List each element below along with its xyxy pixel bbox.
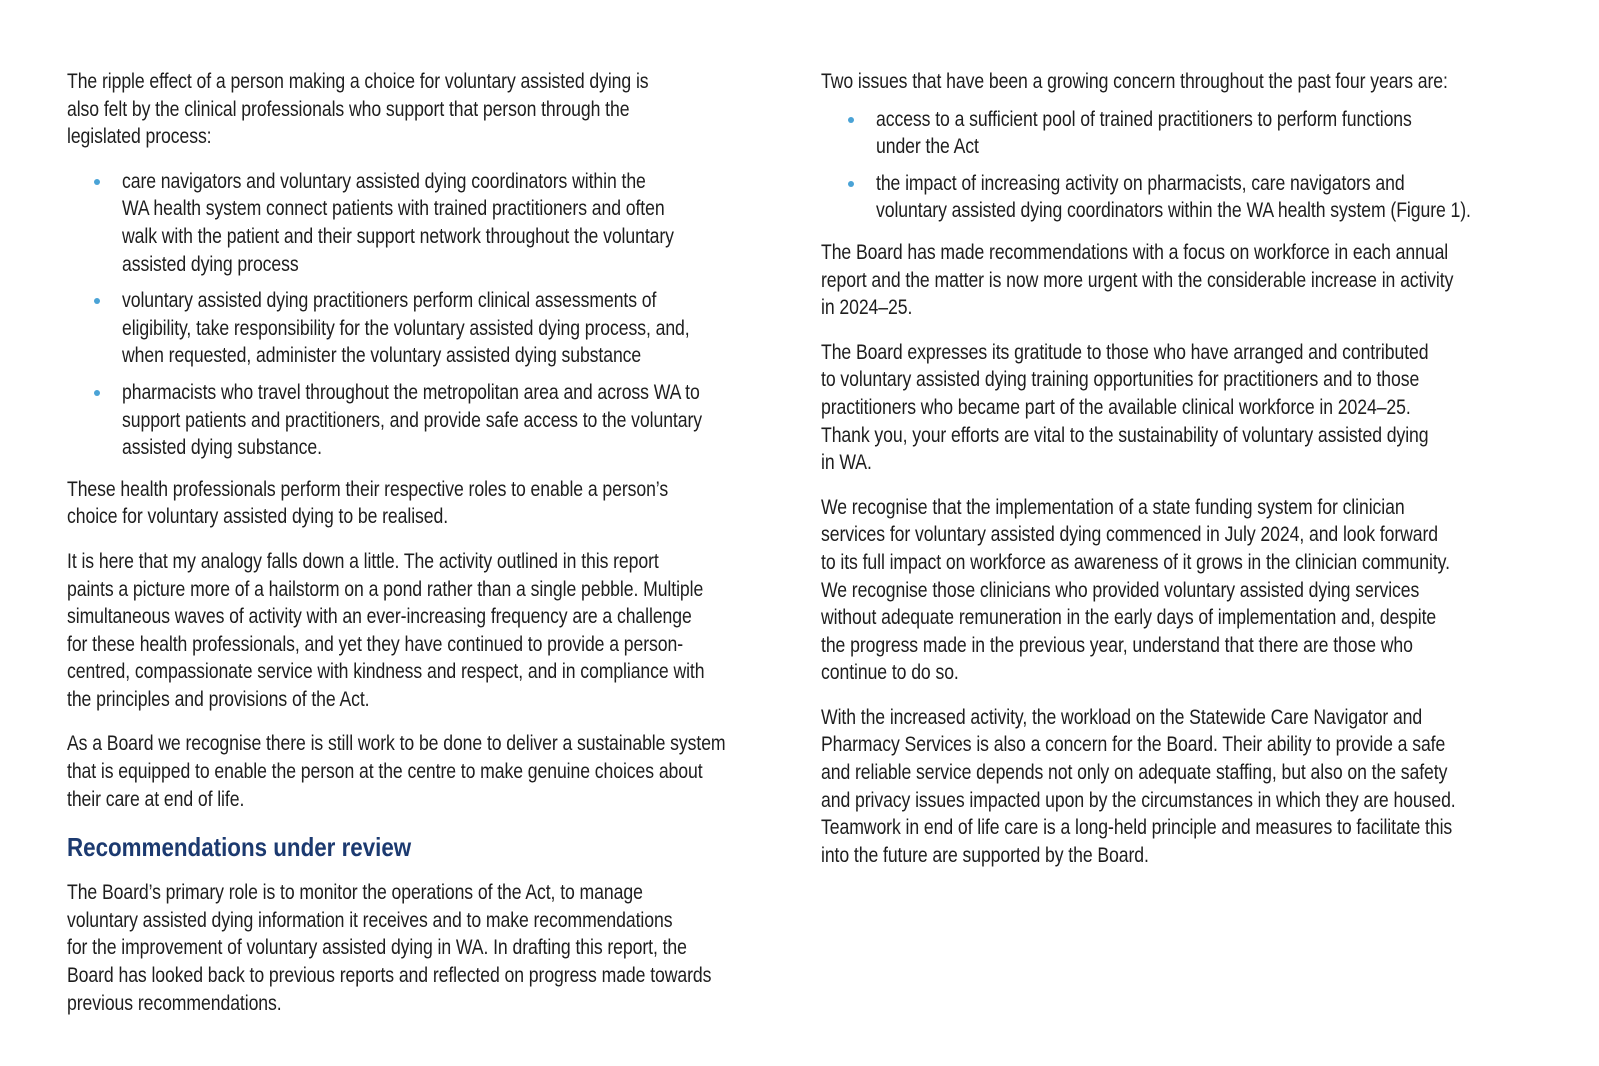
text-line: without adequate remuneration in the early days of implementation and, despite bbox=[821, 606, 1437, 630]
text-line: the progress made in the previous year, understand that there are those who bbox=[821, 633, 1413, 657]
board-recognition-paragraph bbox=[67, 730, 787, 813]
text-line: services for voluntary assisted dying commenced in July 2024, and look forward bbox=[821, 523, 1439, 547]
text-line: practitioners who became part of the available clinical workforce in 2024–25. bbox=[821, 395, 1411, 419]
analogy-paragraph bbox=[67, 548, 787, 714]
health-professionals-list bbox=[67, 168, 787, 462]
list-item bbox=[67, 168, 787, 278]
text-line: assisted dying substance. bbox=[122, 436, 322, 460]
list-item bbox=[821, 170, 1541, 225]
roles-paragraph bbox=[67, 476, 787, 531]
text-line: It is here that my analogy falls down a little. The activity outlined in this report bbox=[67, 549, 659, 573]
text-line: These health professionals perform their respective roles to enable a person’s bbox=[67, 477, 669, 501]
text-line: legislated process: bbox=[67, 125, 212, 149]
text-line: and privacy issues impacted upon by the circumstances in which they are housed. bbox=[821, 788, 1456, 812]
funding-paragraph bbox=[821, 494, 1541, 687]
text-line: simultaneous waves of activity with an ever-increasing frequency are a challenge bbox=[67, 605, 692, 629]
text-line: choice for voluntary assisted dying to be realised. bbox=[67, 505, 449, 529]
text-line: previous recommendations. bbox=[67, 991, 282, 1015]
list-item bbox=[821, 106, 1541, 161]
text-line: paints a picture more of a hailstorm on a pond rather than a single pebble. Multiple bbox=[67, 577, 704, 601]
text-line: As a Board we recognise there is still work to be done to deliver a sustainable system bbox=[67, 732, 726, 756]
text-line: The ripple effect of a person making a choice for voluntary assisted dying is bbox=[67, 70, 649, 93]
text-line: assisted dying process bbox=[122, 252, 299, 276]
workforce-paragraph bbox=[821, 239, 1541, 322]
text-line: eligibility, take responsibility for the voluntary assisted dying process, and, bbox=[122, 316, 690, 340]
text-line: and reliable service depends not only on adequate staffing, but also on the safety bbox=[821, 761, 1448, 785]
text-line: access to a sufficient pool of trained practitioners to perform functions bbox=[876, 107, 1412, 131]
text-line: voluntary assisted dying practitioners perform clinical assessments of bbox=[122, 289, 657, 313]
bullet-icon bbox=[848, 181, 854, 187]
text-line: care navigators and voluntary assisted dying coordinators within the bbox=[122, 169, 646, 193]
text-line: the impact of increasing activity on pharmacists, care navigators and bbox=[876, 171, 1405, 195]
text-line: report and the matter is now more urgent with the considerable increase in activity bbox=[821, 268, 1454, 292]
text-line: that is equipped to enable the person at the centre to make genuine choices about bbox=[67, 760, 703, 784]
list-item bbox=[67, 379, 787, 462]
text-line: in 2024–25. bbox=[821, 296, 913, 320]
text-line: Two issues that have been a growing concern throughout the past four years are: bbox=[821, 70, 1448, 93]
bullet-icon bbox=[94, 390, 100, 396]
right-column bbox=[821, 68, 1541, 886]
text-line: also felt by the clinical professionals who support that person through the bbox=[67, 97, 630, 121]
board-role-paragraph bbox=[67, 879, 787, 1017]
text-line: The Board expresses its gratitude to those who have arranged and contributed bbox=[821, 340, 1429, 364]
text-line: in WA. bbox=[821, 451, 872, 475]
text-line: to voluntary assisted dying training opportunities for practitioners and to those bbox=[821, 368, 1420, 392]
text-line: for these health professionals, and yet they have continued to provide a person- bbox=[67, 632, 683, 656]
text-line: walk with the patient and their support network throughout the voluntary bbox=[122, 224, 674, 248]
workload-paragraph bbox=[821, 704, 1541, 870]
text-line: voluntary assisted dying information it receives and to make recommendations bbox=[67, 908, 673, 932]
text-line: for the improvement of voluntary assisted dying in WA. In drafting this report, the bbox=[67, 936, 687, 960]
text-line: Teamwork in end of life care is a long-held principle and measures to facilitate this bbox=[821, 816, 1453, 840]
text-line: continue to do so. bbox=[821, 661, 959, 685]
text-line: The Board has made recommendations with a focus on workforce in each annual bbox=[821, 240, 1449, 264]
text-line: With the increased activity, the workload on the Statewide Care Navigator and bbox=[821, 705, 1423, 729]
section-heading: Recommendations under review bbox=[67, 832, 412, 863]
text-line: into the future are supported by the Board. bbox=[821, 843, 1149, 867]
text-line: The Board’s primary role is to monitor the operations of the Act, to manage bbox=[67, 881, 643, 905]
text-line: to its full impact on workforce as awareness of it grows in the clinician community. bbox=[821, 550, 1450, 574]
bullet-icon bbox=[94, 179, 100, 185]
text-line: WA health system connect patients with trained practitioners and often bbox=[122, 197, 665, 221]
bullet-icon bbox=[94, 298, 100, 304]
concerns-list bbox=[821, 106, 1541, 225]
text-line: the principles and provisions of the Act. bbox=[67, 687, 370, 711]
text-line: their care at end of life. bbox=[67, 787, 245, 811]
bullet-icon bbox=[848, 117, 854, 123]
left-column bbox=[67, 68, 787, 1034]
text-line: Board has looked back to previous reports and reflected on progress made towards bbox=[67, 964, 712, 988]
text-line: Thank you, your efforts are vital to the sustainability of voluntary assisted dying bbox=[821, 423, 1429, 447]
list-item bbox=[67, 287, 787, 370]
text-line: support patients and practitioners, and provide safe access to the voluntary bbox=[122, 408, 703, 432]
text-line: centred, compassionate service with kindness and respect, and in compliance with bbox=[67, 660, 705, 684]
concerns-intro-paragraph bbox=[821, 68, 1541, 96]
text-line: pharmacists who travel throughout the metropolitan area and across WA to bbox=[122, 380, 700, 404]
text-line: under the Act bbox=[876, 135, 979, 159]
intro-paragraph bbox=[67, 68, 787, 151]
gratitude-paragraph bbox=[821, 339, 1541, 477]
text-line: when requested, administer the voluntary assisted dying substance bbox=[122, 344, 642, 368]
text-line: We recognise those clinicians who provided voluntary assisted dying services bbox=[821, 578, 1420, 602]
text-line: voluntary assisted dying coordinators within the WA health system (Figure 1). bbox=[876, 199, 1471, 223]
text-line: Pharmacy Services is also a concern for the Board. Their ability to provide a safe bbox=[821, 733, 1446, 757]
text-line: We recognise that the implementation of a state funding system for clinician bbox=[821, 495, 1405, 519]
